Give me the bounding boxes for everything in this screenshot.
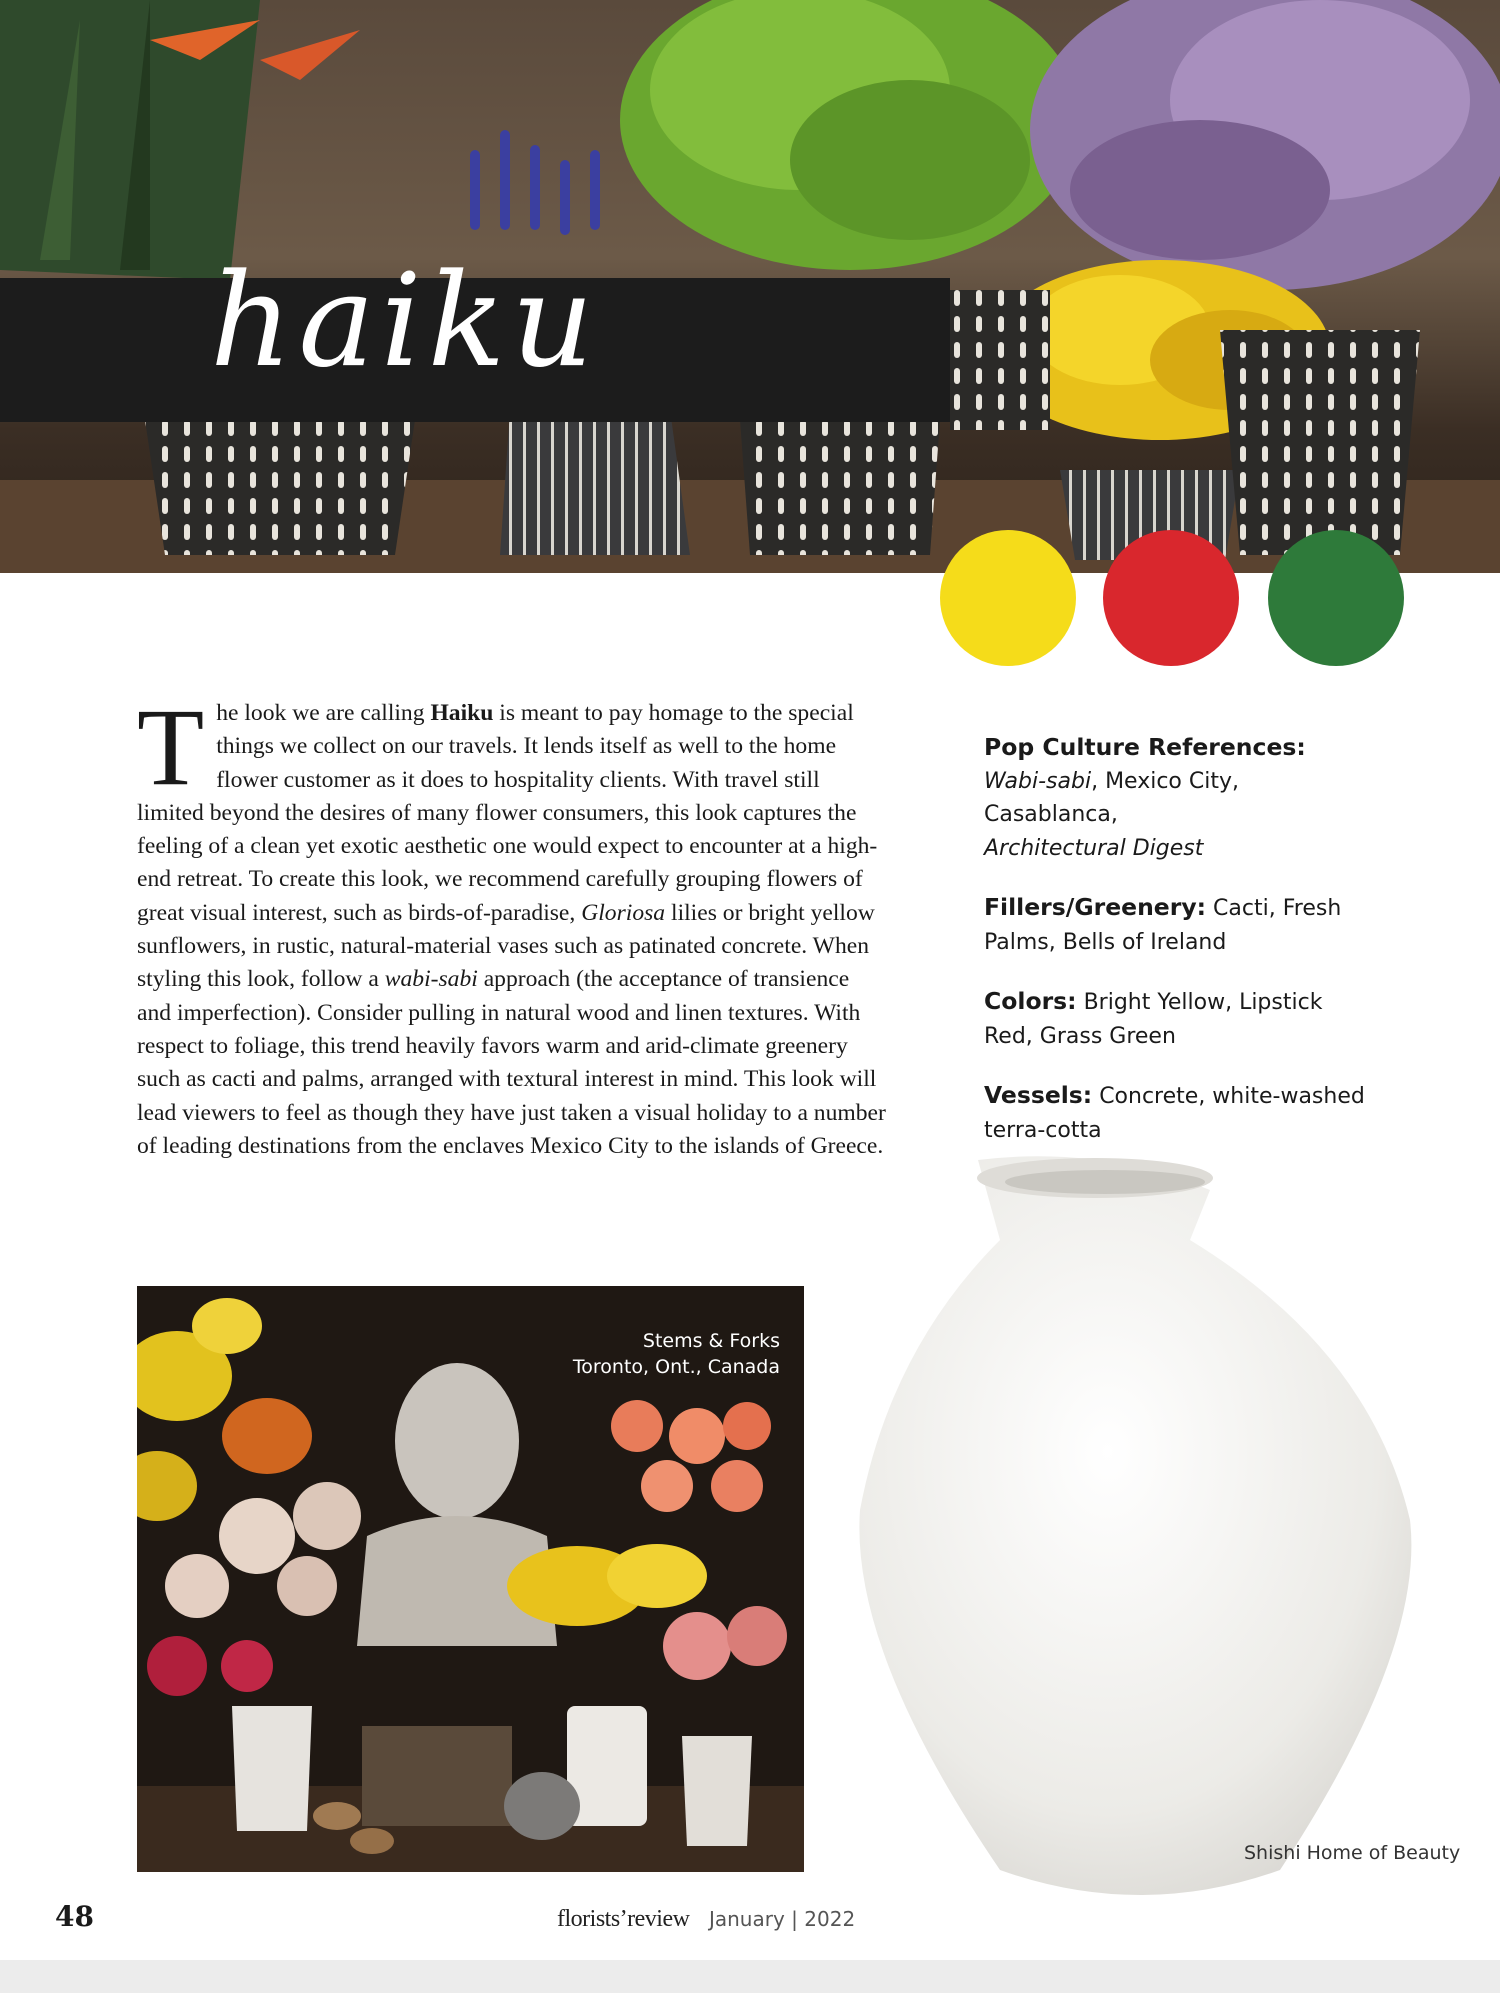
page-number: 48 — [55, 1900, 94, 1933]
footer-brand: florists’review — [557, 1906, 690, 1932]
vase-credit: Shishi Home of Beauty — [1244, 1842, 1461, 1864]
colors-heading: Colors: — [984, 987, 1077, 1015]
pop-culture-block — [984, 731, 1374, 865]
photo-credit-name: Stems & Forks — [642, 1330, 780, 1352]
arrangement-photo — [137, 1286, 804, 1872]
vessels-text: Concrete, white-washed terra-cotta — [984, 1084, 1365, 1143]
drop-cap: T — [137, 686, 205, 808]
swatch-green — [1268, 530, 1404, 666]
footer-month: January — [708, 1907, 785, 1931]
pop-culture-architectural-digest: Architectural Digest — [984, 835, 1204, 861]
colors-text: Bright Yellow, Lipstick Red, Grass Green — [984, 990, 1323, 1049]
vessels-block — [984, 1079, 1374, 1147]
photo-credit-location: Toronto, Ont., Canada — [572, 1356, 780, 1378]
swatch-red — [1103, 530, 1239, 666]
article-body — [137, 686, 887, 1163]
fillers-block — [984, 891, 1374, 959]
fillers-heading: Fillers/Greenery: — [984, 893, 1207, 921]
page-title: haiku — [210, 247, 600, 396]
article-term-wabi-sabi: wabi-sabi — [384, 966, 478, 993]
swatch-yellow — [940, 530, 1076, 666]
article-text-4: approach (the acceptance of transience and imperfection). Consider pulling in natural wood and linen textures. With respect to foliage, this trend heavily favors warm and arid-climate greenery such as cacti and palms, arranged with textural interest in mind. This look will lead viewers to feel as though they have just taken a visual holiday to a number of leading destinations from the enclaves Mexico City to the islands of Greece. — [137, 966, 886, 1159]
article-text-1: he look we are calling — [216, 700, 431, 726]
pop-culture-heading: Pop Culture References: — [984, 733, 1306, 761]
fillers-text: Cacti, Fresh Palms, Bells of Ireland — [984, 896, 1342, 955]
photo-credit — [573, 1328, 780, 1380]
article-term-haiku: Haiku — [430, 700, 494, 726]
vessels-heading: Vessels: — [984, 1081, 1093, 1109]
article-text-3: lilies or bright yellow sunflowers, in rustic, natural-material vases such as patinated concrete. When styling this look, follow a — [137, 899, 875, 993]
article-text-2: is meant to pay homage to the special things we collect on our travels. It lends itself as well to the home flower customer as it does to hospitality clients. With travel still limited beyond the desires of many flower consumers, this look captures the feeling of a clean yet exotic aesthetic one would expect to encounter at a high-end retreat. To create this look, we recommend carefully grouping flowers of great visual interest, such as birds-of-paradise, — [137, 700, 878, 926]
trend-sidebar — [984, 731, 1374, 1173]
pop-culture-text: , Mexico City, Casablanca, — [984, 768, 1239, 827]
footer-separator: | — [791, 1907, 798, 1931]
hero-photo — [0, 0, 1500, 573]
article-term-gloriosa: Gloriosa — [581, 899, 666, 926]
white-vase-image — [850, 1150, 1420, 1910]
bottom-strip — [0, 1960, 1500, 1993]
pop-culture-wabi-sabi: Wabi-sabi — [984, 768, 1092, 794]
colors-block — [984, 985, 1374, 1053]
footer-issue — [557, 1906, 855, 1933]
footer-year: 2022 — [804, 1907, 856, 1931]
